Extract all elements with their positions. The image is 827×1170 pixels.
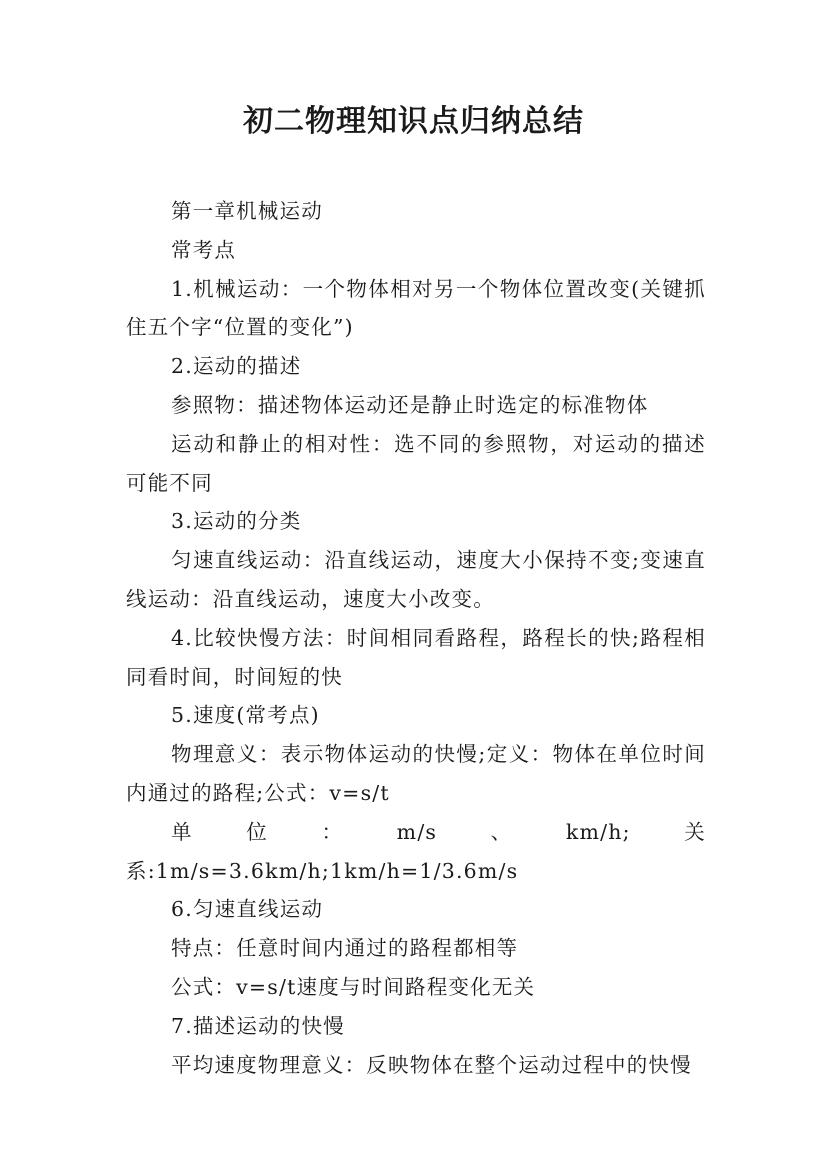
section-heading: 3.运动的分类 [171, 509, 302, 534]
document-title: 初二物理知识点归纳总结 [243, 104, 584, 139]
chapter-heading: 第一章机械运动 [171, 199, 323, 223]
paragraph: 参照物：描述物体运动还是静止时选定的标准物体 [171, 392, 649, 417]
section-heading: 5.速度(常考点) [171, 703, 320, 728]
paragraph: 匀速直线运动：沿直线运动，速度大小保持不变;变速直线运动：沿直线运动，速度大小改变。 [126, 548, 706, 611]
paragraph: 公式：v=s/t速度与时间路程变化无关 [171, 974, 536, 999]
section-heading: 7.描述运动的快慢 [171, 1013, 345, 1038]
paragraph: 运动和静止的相对性：选不同的参照物，对运动的描述可能不同 [126, 431, 706, 495]
paragraph: 特点：任意时间内通过的路程都相等 [171, 936, 519, 961]
paragraph: 1.机械运动：一个物体相对另一个物体位置改变(关键抓住五个字“位置的变化”) [126, 276, 706, 340]
section-label: 常考点 [171, 237, 237, 262]
paragraph: 物理意义：表示物体运动的快慢;定义：物体在单位时间内通过的路程;公式：v=s/t [126, 742, 706, 805]
section-heading: 2.运动的描述 [171, 354, 302, 379]
paragraph: 单位：m/s、km/h;关系:1m/s=3.6km/h;1km/h=1/3.6m/s [126, 819, 706, 883]
section-heading: 6.匀速直线运动 [171, 897, 324, 922]
document-body [126, 192, 706, 1084]
paragraph: 4.比较快慢方法：时间相同看路程，路程长的快;路程相同看时间，时间短的快 [126, 625, 706, 689]
paragraph: 平均速度物理意义：反映物体在整个运动过程中的快慢 [171, 1052, 692, 1077]
